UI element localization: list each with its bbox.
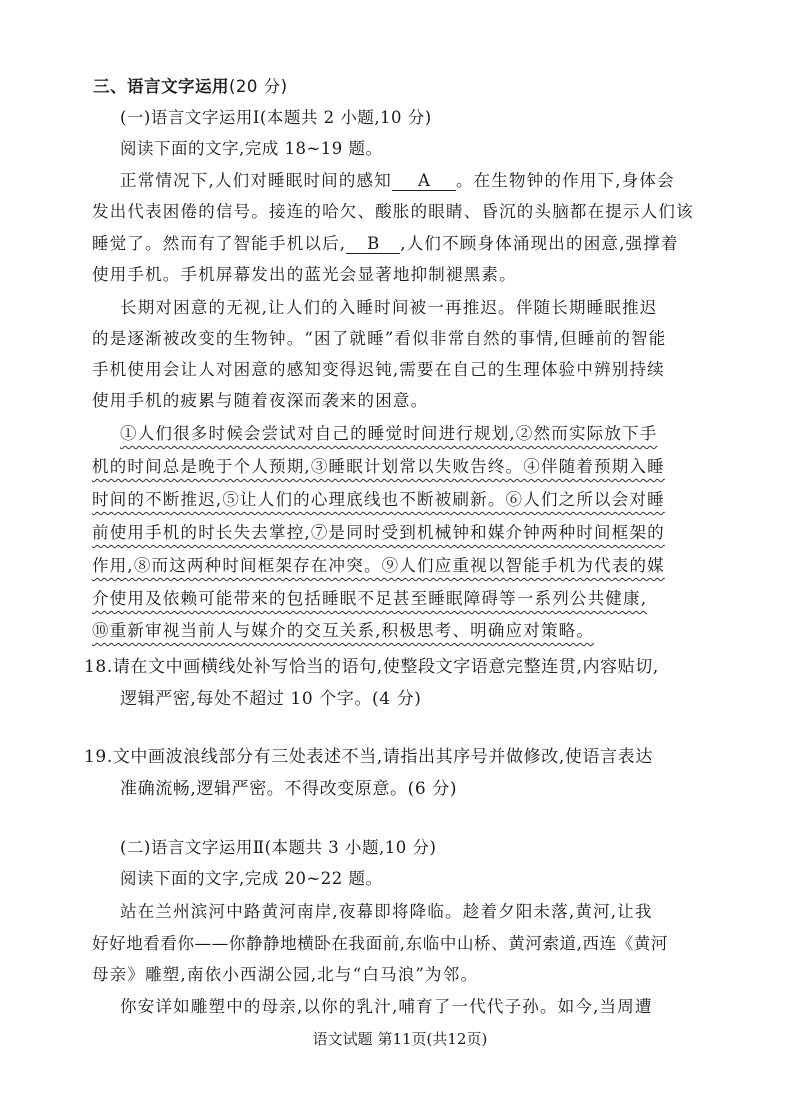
p3-line5-text: 作用,⑧而这两种时间框架存在冲突。⑨人们应重视以智能手机为代表的媒: [92, 556, 665, 575]
part1-heading: (一)语言文字运用Ⅰ(本题共 2 小题,10 分): [120, 108, 432, 127]
p1-line1: [120, 170, 675, 192]
p1-line2: 发出代表困倦的信号。接连的哈欠、酸胀的眼睛、昏沉的头脑都在提示人们该: [92, 202, 694, 221]
q18-line2: 逻辑严密,每处不超过 10 个字。(4 分): [120, 689, 422, 709]
p2-line3: 手机使用会让人对困意的感知变得迟钝,需要在自己的生理体验中辨别持续: [92, 360, 665, 379]
part2-p2-line1: 你安详如雕塑中的母亲,以你的乳汁,哺育了一代代子孙。如今,当周遭: [120, 997, 653, 1016]
section-title: [93, 76, 288, 98]
p3-line2: [92, 456, 665, 478]
p3-line3: [92, 489, 665, 511]
part2-p1-line1: 站在兰州滨河中路黄河南岸,夜幕即将降临。趁着夕阳未落,黄河,让我: [120, 902, 653, 921]
section-score: (20 分): [229, 77, 288, 96]
p1-line3: [92, 233, 679, 255]
p3-line1-text: ①人们很多时候会尝试对自己的睡觉时间进行规划,②然而实际放下手: [120, 424, 658, 443]
p3-line7: [92, 620, 594, 642]
blank-b: B: [346, 235, 400, 254]
p1-line3-post: ,人们不顾身体涌现出的困意,强撑着: [400, 234, 679, 253]
p2-line2: 的是逐渐被改变的生物钟。“困了就睡”看似非常自然的事情,但睡前的智能: [92, 329, 667, 348]
blank-a: A: [392, 172, 456, 191]
part2-p1-line3: 母亲》雕塑,南依小西湖公园,北与“白马浪”为邻。: [92, 965, 479, 984]
part2-heading: (二)语言文字运用Ⅱ(本题共 3 小题,10 分): [120, 838, 437, 857]
p3-line1: [120, 423, 657, 445]
q19-line2: 准确流畅,逻辑严密。不得改变原意。(6 分): [120, 779, 458, 799]
p1-line4: 使用手机。手机屏幕发出的蓝光会显著地抑制褪黑素。: [92, 265, 517, 284]
p3-line3-text: 时间的不断推迟,⑤让人们的心理底线也不断被刷新。⑥人们之所以会对睡: [92, 490, 665, 509]
p3-line5: [92, 555, 665, 577]
p3-line6: [92, 588, 647, 610]
p3-line4: [92, 522, 665, 544]
p1-line1-post: 。在生物钟的作用下,身体会: [455, 171, 675, 190]
part2-instruction: 阅读下面的文字,完成 20~22 题。: [120, 869, 383, 888]
p2-line4: 使用手机的疲累与随着夜深而袭来的困意。: [92, 391, 429, 410]
part1-instruction: 阅读下面的文字,完成 18~19 题。: [120, 139, 383, 158]
p1-line3-pre: 睡觉了。然而有了智能手机以后,: [92, 234, 347, 253]
part2-p1-line2: 好好地看看你——你静静地横卧在我面前,东临中山桥、黄河索道,西连《黄河: [92, 934, 668, 953]
section-title-text: 三、语言文字运用: [93, 77, 229, 96]
p3-line2-text: 机的时间总是晚于个人预期,③睡眠计划常以失败告终。④伴随着预期入睡: [92, 457, 665, 476]
q19-line1: 19.文中画波浪线部分有三处表述不当,请指出其序号并做修改,使语言表达: [84, 747, 653, 767]
p3-line4-text: 前使用手机的时长失去掌控,⑦是同时受到机械钟和媒介钟两种时间框架的: [92, 523, 665, 542]
p3-line6-text: 介使用及依赖可能带来的包括睡眠不足甚至睡眠障碍等一系列公共健康,: [92, 589, 648, 608]
q18-line1: 18.请在文中画横线处补写恰当的语句,使整段文字语意完整连贯,内容贴切,: [84, 657, 659, 677]
page-footer: 语文试题 第11页(共12页): [312, 1030, 488, 1048]
p2-line1: 长期对困意的无视,让人们的入睡时间被一再推迟。伴随长期睡眠推迟: [120, 298, 658, 317]
p3-line7-text: ⑩重新审视当前人与媒介的交互关系,积极思考、明确应对策略。: [92, 621, 595, 640]
p1-line1-pre: 正常情况下,人们对睡眠时间的感知: [120, 171, 392, 190]
